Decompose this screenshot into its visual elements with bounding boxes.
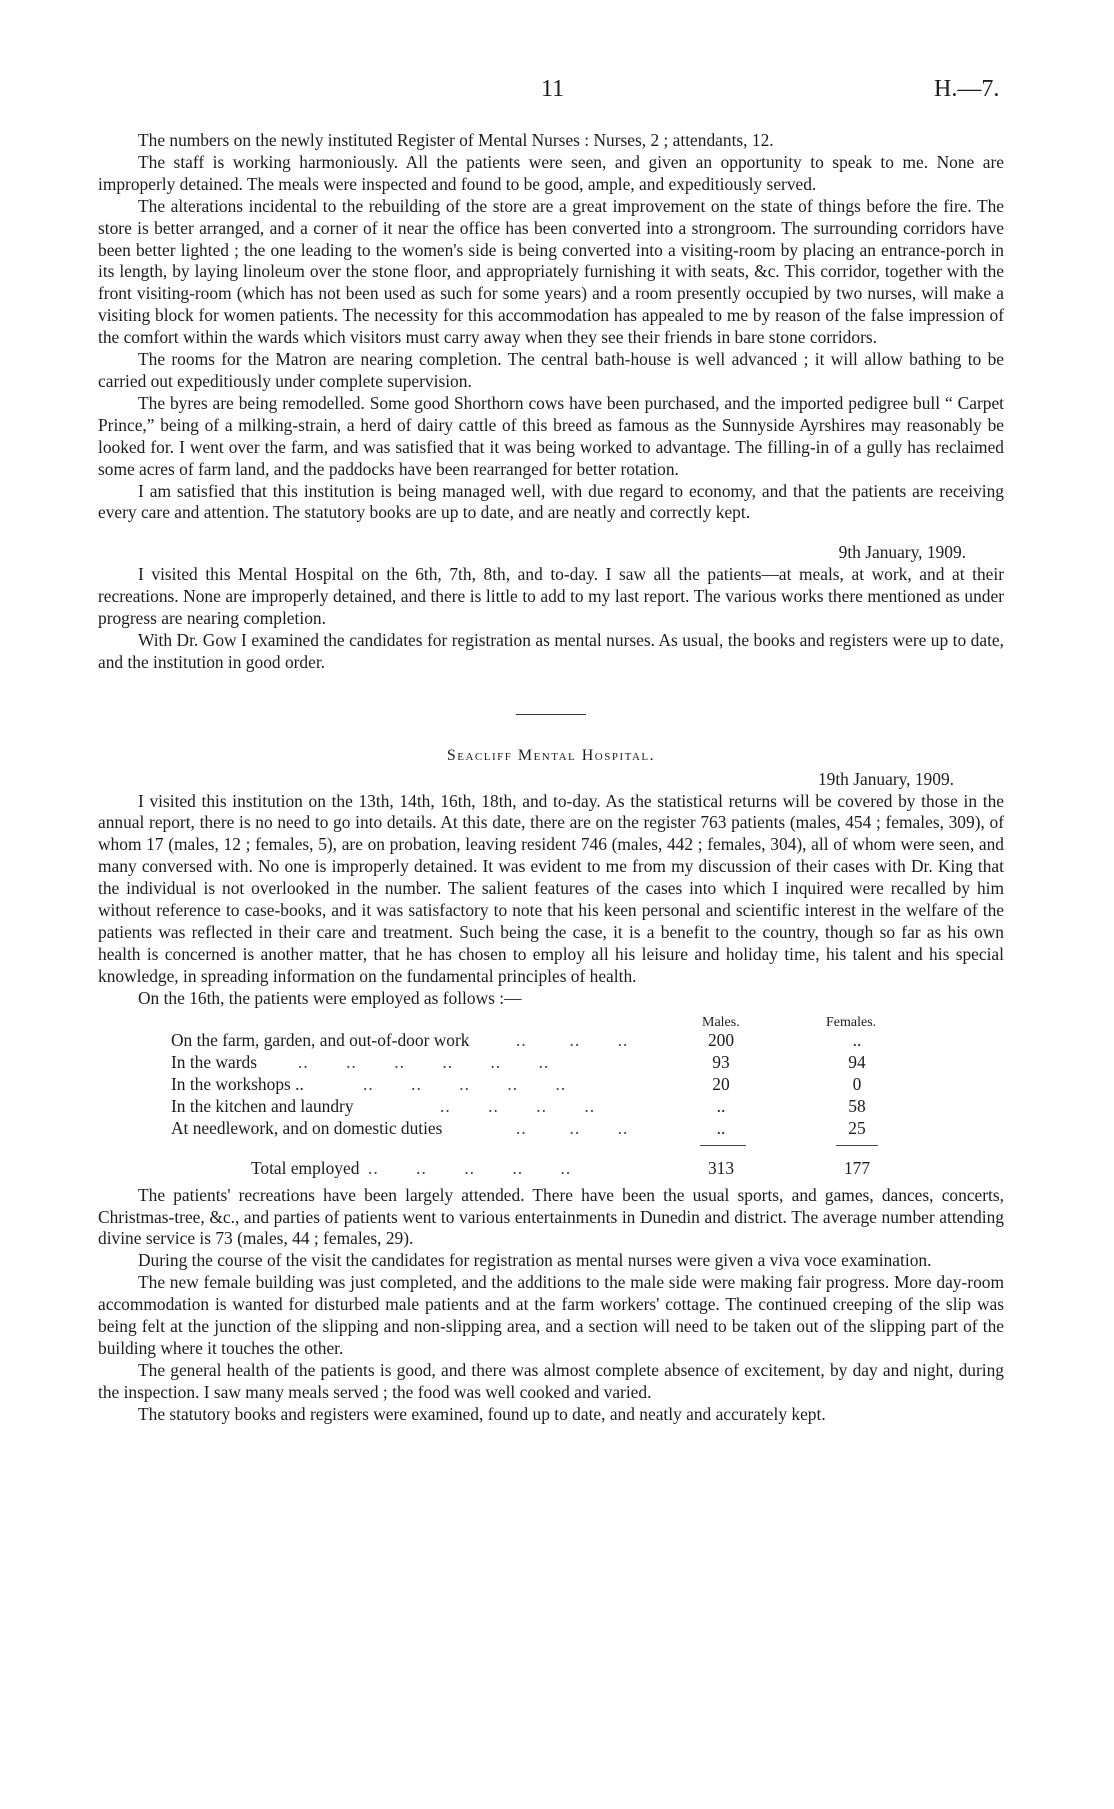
paragraph: The general health of the patients is good, and there was almost complete absence of excitement, by day and night, during the inspection. I saw many meals served ; the food was well cooked and varied. <box>98 1359 1004 1402</box>
page-header <box>0 76 1114 108</box>
paragraph: I am satisfied that this institution is being managed well, with due regard to economy, and that the patients are receiving every care and attention. The statutory books are up to date, and are neatly and correctly kept. <box>98 480 1004 523</box>
leader-dots: .. .. .. .. .. <box>368 1157 572 1178</box>
total-females: 177 <box>843 1157 871 1178</box>
paragraph: I visited this institution on the 13th, 14th, 16th, 18th, and to-day. As the statistical returns will be covered by those in the annual report, there is no need to go into details. At this date, there are on the register 763 patients (males, 454 ; females, 309), of whom 17 (males, 12 ; females, 5), are on probation, leaving resident 746 (males, 442 ; females, 304), all of whom were seen, and many conversed with. No one is improperly detained. It was evident to me from my discussion of their cases with Dr. King that the individual is not overlooked in the number. The salient features of the cases into which I inquired were recalled by him without reference to case-books, and it was satisfactory to note that his keen personal and scientific interest in the welfare of the patients was reflected in their care and treatment. Such being the case, it is a benefit to the country, though so far as his own health is concerned is another matter, that he has chosen to employ all his leisure and holiday time, his talent and his special knowledge, in spreading information on the fundamental principles of health. <box>98 790 1004 986</box>
table-row <box>98 1052 1004 1074</box>
leader-dots: .. .. .. .. .. .. <box>298 1051 550 1072</box>
table-row <box>98 1096 1004 1118</box>
row-label: On the farm, garden, and out-of-door work <box>171 1029 470 1050</box>
table-row <box>98 1030 1004 1052</box>
paragraph: The patients' recreations have been largely attended. There have been the usual sports, and games, dances, concerts, Christmas-tree, &c., and parties of patients went to various entertainments in Dunedin and district. The average number attending divine service is 73 (males, 44 ; females, 29). <box>98 1184 1004 1249</box>
row-label: In the kitchen and laundry <box>171 1095 354 1116</box>
males-value: .. <box>716 1095 726 1116</box>
paragraph: The staff is working harmoniously. All the patients were seen, and given an opportunity to speak to me. None are improperly detained. The meals were inspected and found to be good, ample, and expeditiously served. <box>98 151 1004 194</box>
males-value: 20 <box>712 1073 730 1094</box>
paragraph: I visited this Mental Hospital on the 6th, 7th, 8th, and to-day. I saw all the patients—at meals, at work, and at their recreations. None are improperly detained, and there is little to add to my last report. The various works there mentioned as under progress are nearing completion. <box>98 564 1004 629</box>
females-value: 25 <box>848 1117 866 1138</box>
paragraph: The numbers on the newly instituted Register of Mental Nurses : Nurses, 2 ; attendants, 12. <box>138 130 774 150</box>
column-header-males: Males. <box>702 1014 740 1030</box>
females-value: 94 <box>848 1051 866 1072</box>
males-value: 200 <box>707 1029 735 1050</box>
row-label: In the wards <box>171 1051 257 1072</box>
table-row <box>98 1074 1004 1096</box>
males-value: .. <box>716 1117 726 1138</box>
paragraph: The alterations incidental to the rebuilding of the store are a great improvement on the state of things before the fire. The store is better arranged, and a corner of it near the office has been converted into a strongroom. The surrounding corridors have been better lighted ; the one leading to the women's side is being converted into a visiting-room by placing an entrance-porch in its length, by laying linoleum over the stone floor, and appropriately furnishing it with seats, &c. This corridor, together with the front visiting-room (which has not been used as such for some years) and a room presently occupied by two nurses, will make a visiting block for women patients. The necessity for this accommodation has appealed to me by reason of the false impression of the comfort within the wards which visitors must carry away when they see their friends in bare stone corridors. <box>98 195 1004 348</box>
females-value: 58 <box>848 1095 866 1116</box>
paragraph: The rooms for the Matron are nearing completion. The central bath-house is well advanced ; it will allow bathing to be carried out expeditiously under complete supervision. <box>98 349 1004 391</box>
sum-rule <box>836 1145 878 1146</box>
table-row <box>98 1118 1004 1140</box>
section-title-text: Seacliff Mental Hospital. <box>446 746 656 764</box>
document-reference: H.—7. <box>934 76 1000 102</box>
column-header-females: Females. <box>826 1014 877 1030</box>
section-divider <box>516 714 586 715</box>
leader-dots: .. .. .. <box>516 1117 629 1138</box>
report-date: 9th January, 1909. <box>838 542 966 563</box>
paragraph: The byres are being remodelled. Some good Shorthorn cows have been purchased, and the imported pedigree bull “ Carpet Prince,” being of a milking-strain, a herd of dairy cattle of this breed as famous as the Sunnyside Ayrshires may reasonably be looked for. I went over the farm, and was satisfied that it was being worked to advantage. The filling-in of a gully has reclaimed some acres of farm land, and the paddocks have been rearranged for better rotation. <box>98 392 1004 479</box>
leader-dots: .. .. .. .. .. <box>363 1073 567 1094</box>
row-label: At needlework, and on domestic duties <box>171 1117 443 1138</box>
paragraph: With Dr. Gow I examined the candidates for registration as mental nurses. As usual, the books and registers were up to date, and the institution in good order. <box>98 629 1004 672</box>
females-value: .. <box>852 1029 862 1050</box>
leader-dots: .. .. .. .. <box>440 1095 596 1116</box>
report-body <box>98 130 1004 1426</box>
total-males: 313 <box>707 1157 735 1178</box>
section-title <box>98 745 1004 767</box>
females-value: 0 <box>852 1073 862 1094</box>
employment-table <box>98 1010 1004 1185</box>
males-value: 93 <box>712 1051 730 1072</box>
table-total-row <box>98 1158 1004 1180</box>
sum-rule <box>700 1145 746 1146</box>
paragraph: The new female building was just completed, and the additions to the male side were making fair progress. More day-room accommodation is wanted for disturbed male patients and at the farm workers' cottage. The continued creeping of the slip was being felt at the junction of the slipping and non-slipping area, and a section will need to be taken out of the slipping part of the building where it touches the other. <box>98 1272 1004 1358</box>
paragraph: The statutory books and registers were examined, found up to date, and neatly and accurately kept. <box>138 1403 826 1424</box>
paragraph: During the course of the visit the candidates for registration as mental nurses were given a viva voce examination. <box>138 1250 932 1271</box>
total-label: Total employed <box>251 1157 360 1178</box>
paragraph: On the 16th, the patients were employed as follows :— <box>138 987 522 1008</box>
report-date: 19th January, 1909. <box>817 768 954 789</box>
page-number: 11 <box>541 76 565 102</box>
row-label: In the workshops .. <box>171 1073 304 1094</box>
leader-dots: .. .. .. <box>516 1029 629 1050</box>
